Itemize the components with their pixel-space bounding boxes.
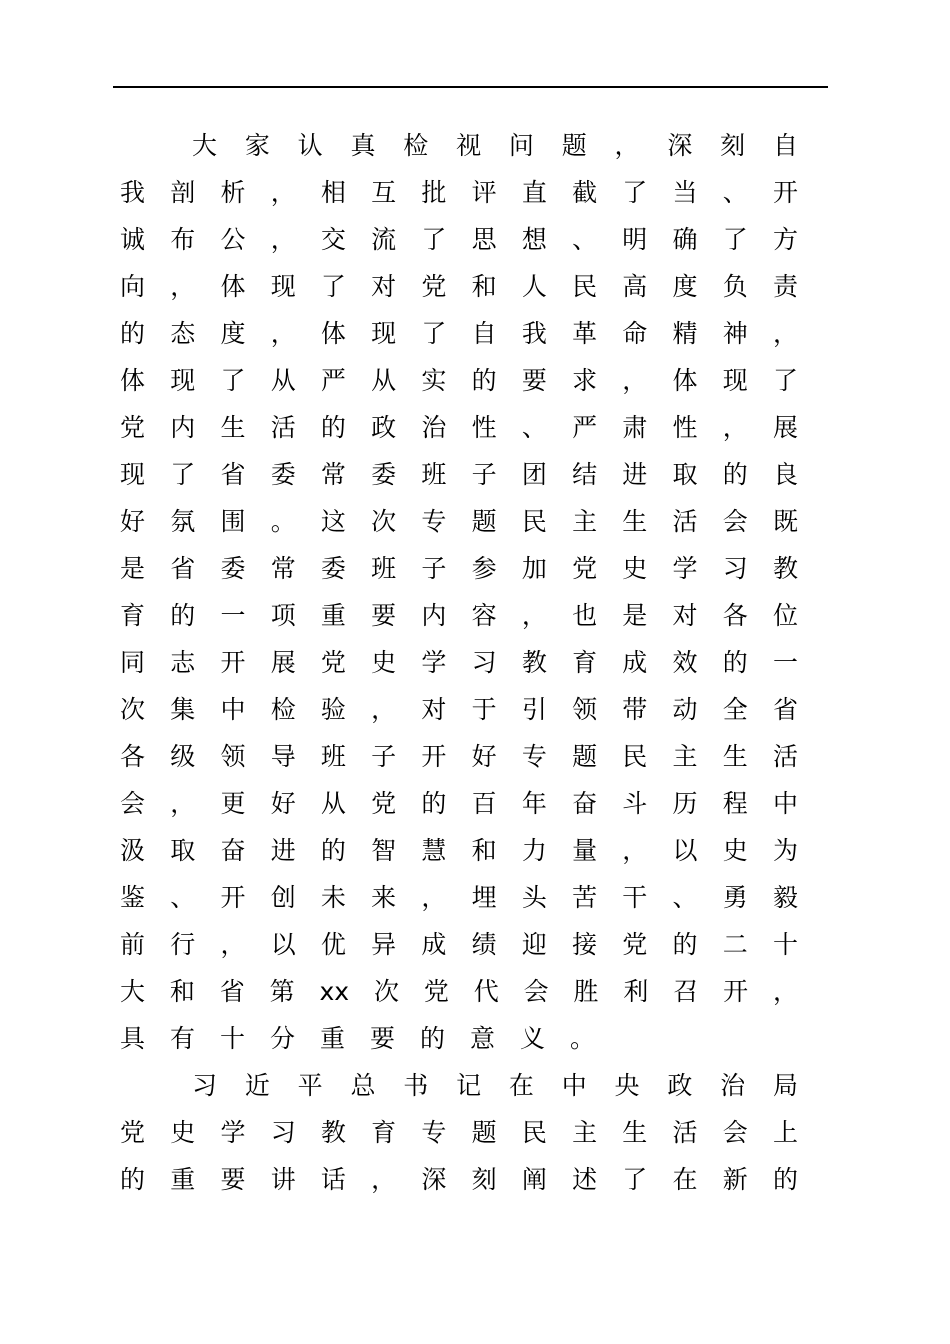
paragraph-1-line-17: 鉴、开创未来，埋头苦干、勇毅 — [120, 883, 798, 912]
paragraph-1-line-13: 次集中检验，对于引领带动全省 — [120, 695, 798, 724]
paragraph-1-line-8: 现了省委常委班子团结进取的良 — [120, 460, 798, 489]
header-rule — [113, 86, 828, 88]
paragraph-2-line-3: 的重要讲话，深刻阐述了在新的 — [120, 1165, 798, 1194]
paragraph-1-line-4: 向，体现了对党和人民高度负责 — [120, 272, 798, 301]
paragraph-1-line-16: 汲取奋进的智慧和力量，以史为 — [120, 836, 798, 865]
paragraph-1-line-1: 大家认真检视问题，深刻自 — [192, 131, 798, 160]
paragraph-2-line-2: 党史学习教育专题民主生活会上 — [120, 1118, 798, 1147]
paragraph-1-line-14: 各级领导班子开好专题民主生活 — [120, 742, 798, 771]
paragraph-1-line-11: 育的一项重要内容，也是对各位 — [120, 601, 798, 630]
paragraph-1-line-12: 同志开展党史学习教育成效的一 — [120, 648, 798, 677]
paragraph-1-line-20: 具有十分重要的意义。 — [120, 1024, 621, 1053]
paragraph-1-line-6: 体现了从严从实的要求，体现了 — [120, 366, 798, 395]
paragraph-2-line-1: 习近平总书记在中央政治局 — [192, 1071, 798, 1100]
paragraph-1-line-18: 前行，以优异成绩迎接党的二十 — [120, 930, 798, 959]
paragraph-1-line-19: 大和省第xx次党代会胜利召开， — [120, 977, 798, 1006]
paragraph-1-line-15: 会，更好从党的百年奋斗历程中 — [120, 789, 798, 818]
paragraph-1-line-7: 党内生活的政治性、严肃性，展 — [120, 413, 798, 442]
paragraph-1-line-9: 好氛围。这次专题民主生活会既 — [120, 507, 798, 536]
paragraph-1-line-2: 我剖析，相互批评直截了当、开 — [120, 178, 798, 207]
paragraph-1-line-5: 的态度，体现了自我革命精神， — [120, 319, 798, 348]
paragraph-1-line-10: 是省委常委班子参加党史学习教 — [120, 554, 798, 583]
paragraph-1-line-3: 诚布公，交流了思想、明确了方 — [120, 225, 798, 254]
